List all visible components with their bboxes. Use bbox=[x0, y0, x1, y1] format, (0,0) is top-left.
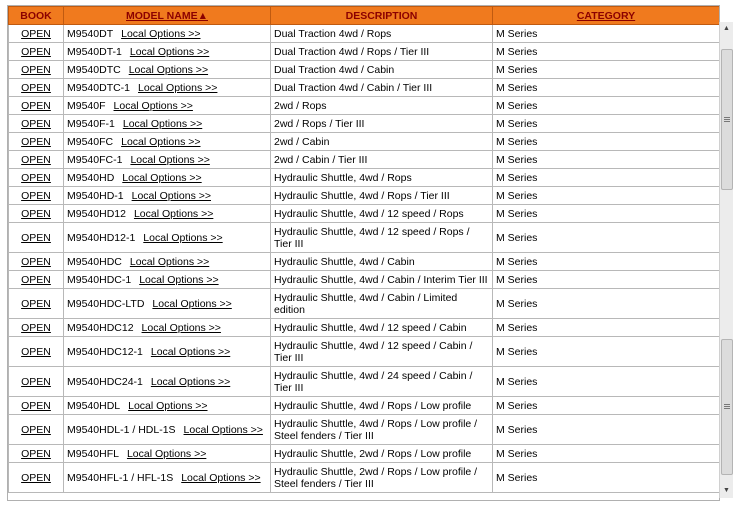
description-cell: Hydraulic Shuttle, 2wd / Rops / Low profile / Steel fenders / Tier III bbox=[271, 463, 493, 493]
model-name: M9540HDC12 bbox=[67, 321, 134, 334]
table-row bbox=[9, 97, 720, 115]
model-name: M9540FC bbox=[67, 135, 114, 148]
category-cell: M Series bbox=[493, 223, 720, 253]
description-cell: Dual Traction 4wd / Cabin / Tier III bbox=[271, 79, 493, 97]
model-name: M9540HD12-1 bbox=[67, 231, 136, 244]
local-options-link[interactable]: Local Options >> bbox=[128, 399, 208, 412]
table-row bbox=[9, 319, 720, 337]
open-book-link[interactable]: OPEN bbox=[21, 231, 51, 244]
model-cell bbox=[64, 337, 271, 367]
category-cell: M Series bbox=[493, 445, 720, 463]
local-options-link[interactable]: Local Options >> bbox=[130, 153, 210, 166]
model-name: M9540DTC bbox=[67, 63, 121, 76]
model-cell bbox=[64, 205, 271, 223]
table-row bbox=[9, 223, 720, 253]
book-column-header: BOOK bbox=[9, 7, 64, 25]
category-cell: M Series bbox=[493, 169, 720, 187]
model-name: M9540FC-1 bbox=[67, 153, 123, 166]
open-book-link[interactable]: OPEN bbox=[21, 375, 51, 388]
book-cell bbox=[9, 367, 64, 397]
category-cell: M Series bbox=[493, 253, 720, 271]
local-options-link[interactable]: Local Options >> bbox=[139, 273, 219, 286]
model-cell bbox=[64, 79, 271, 97]
table-row bbox=[9, 43, 720, 61]
category-cell: M Series bbox=[493, 79, 720, 97]
local-options-link[interactable]: Local Options >> bbox=[141, 321, 221, 334]
model-cell bbox=[64, 169, 271, 187]
book-cell bbox=[9, 289, 64, 319]
open-book-link[interactable]: OPEN bbox=[21, 153, 51, 166]
model-name: M9540HFL-1 / HFL-1S bbox=[67, 471, 174, 484]
local-options-link[interactable]: Local Options >> bbox=[122, 171, 202, 184]
model-cell bbox=[64, 25, 271, 43]
local-options-link[interactable]: Local Options >> bbox=[121, 135, 201, 148]
open-book-link[interactable]: OPEN bbox=[21, 321, 51, 334]
model-name: M9540HD12 bbox=[67, 207, 126, 220]
local-options-link[interactable]: Local Options >> bbox=[128, 63, 209, 76]
scroll-grip-icon bbox=[724, 117, 730, 122]
model-name: M9540HDC-LTD bbox=[67, 297, 145, 310]
book-cell bbox=[9, 133, 64, 151]
table-row bbox=[9, 337, 720, 367]
model-cell bbox=[64, 151, 271, 169]
local-options-link[interactable]: Local Options >> bbox=[152, 297, 232, 310]
book-cell bbox=[9, 97, 64, 115]
book-cell bbox=[9, 151, 64, 169]
description-cell: Hydraulic Shuttle, 2wd / Rops / Low profile bbox=[271, 445, 493, 463]
category-cell: M Series bbox=[493, 397, 720, 415]
description-cell: Dual Traction 4wd / Rops / Tier III bbox=[271, 43, 493, 61]
local-options-link[interactable]: Local Options >> bbox=[126, 447, 207, 460]
local-options-link[interactable]: Local Options >> bbox=[150, 375, 231, 388]
table-body bbox=[9, 25, 720, 493]
table-row bbox=[9, 415, 720, 445]
category-column-header[interactable] bbox=[493, 7, 720, 25]
model-name: M9540DT-1 bbox=[67, 45, 122, 58]
book-cell bbox=[9, 25, 64, 43]
category-cell: M Series bbox=[493, 367, 720, 397]
model-cell bbox=[64, 415, 271, 445]
book-cell bbox=[9, 319, 64, 337]
book-cell bbox=[9, 397, 64, 415]
model-name: M9540DTC-1 bbox=[67, 81, 131, 94]
model-cell bbox=[64, 133, 271, 151]
local-options-link[interactable]: Local Options >> bbox=[121, 27, 201, 40]
model-name: M9540HDC12-1 bbox=[67, 345, 143, 358]
open-book-link[interactable]: OPEN bbox=[21, 471, 51, 484]
table-row bbox=[9, 79, 720, 97]
category-cell: M Series bbox=[493, 25, 720, 43]
category-cell: M Series bbox=[493, 151, 720, 169]
model-cell bbox=[64, 223, 271, 253]
description-cell: Hydraulic Shuttle, 4wd / 12 speed / Cabin bbox=[271, 319, 493, 337]
category-cell: M Series bbox=[493, 463, 720, 493]
model-name: M9540F bbox=[67, 99, 106, 112]
model-name: M9540DT bbox=[67, 27, 114, 40]
open-book-link[interactable]: OPEN bbox=[21, 273, 51, 286]
vertical-scrollbar[interactable] bbox=[719, 22, 733, 498]
model-cell bbox=[64, 253, 271, 271]
book-cell bbox=[9, 79, 64, 97]
book-cell bbox=[9, 445, 64, 463]
description-cell: 2wd / Cabin / Tier III bbox=[271, 151, 493, 169]
description-cell: 2wd / Rops bbox=[271, 97, 493, 115]
description-cell: Hydraulic Shuttle, 4wd / 12 speed / Rops / Tier III bbox=[271, 223, 493, 253]
local-options-link[interactable]: Local Options >> bbox=[143, 231, 223, 244]
model-cell bbox=[64, 97, 271, 115]
model-cell bbox=[64, 271, 271, 289]
model-cell bbox=[64, 445, 271, 463]
model-name: M9540HDL-1 / HDL-1S bbox=[67, 423, 176, 436]
category-cell: M Series bbox=[493, 115, 720, 133]
open-book-link[interactable]: OPEN bbox=[21, 135, 51, 148]
category-cell: M Series bbox=[493, 337, 720, 367]
model-name: M9540HDL bbox=[67, 399, 121, 412]
table-row bbox=[9, 271, 720, 289]
book-cell bbox=[9, 271, 64, 289]
model-name: M9540F-1 bbox=[67, 117, 115, 130]
table-row bbox=[9, 397, 720, 415]
local-options-link[interactable]: Local Options >> bbox=[113, 99, 193, 112]
model-cell bbox=[64, 61, 271, 79]
book-cell bbox=[9, 253, 64, 271]
model-name-sort-link[interactable] bbox=[126, 10, 208, 22]
category-cell: M Series bbox=[493, 187, 720, 205]
model-name: M9540HD bbox=[67, 171, 115, 184]
category-cell: M Series bbox=[493, 415, 720, 445]
description-cell: Dual Traction 4wd / Rops bbox=[271, 25, 493, 43]
model-cell bbox=[64, 43, 271, 61]
local-options-link[interactable]: Local Options >> bbox=[129, 255, 210, 268]
category-cell: M Series bbox=[493, 61, 720, 79]
header-row bbox=[9, 7, 720, 25]
category-sort-link[interactable]: CATEGORY bbox=[576, 9, 636, 22]
category-cell: M Series bbox=[493, 319, 720, 337]
model-name: M9540HD-1 bbox=[67, 189, 124, 202]
scroll-down-arrow-icon[interactable]: ▼ bbox=[723, 487, 730, 494]
open-book-link[interactable]: OPEN bbox=[21, 171, 51, 184]
open-book-link[interactable]: OPEN bbox=[21, 63, 51, 76]
table-row bbox=[9, 463, 720, 493]
model-cell bbox=[64, 463, 271, 493]
upper-scroll-thumb[interactable] bbox=[721, 49, 733, 189]
open-book-link[interactable]: OPEN bbox=[21, 117, 51, 130]
description-cell: Hydraulic Shuttle, 4wd / Cabin / Limited edition bbox=[271, 289, 493, 319]
local-options-link[interactable]: Local Options >> bbox=[131, 189, 211, 202]
book-cell bbox=[9, 337, 64, 367]
book-cell bbox=[9, 61, 64, 79]
model-name: M9540HFL bbox=[67, 447, 119, 460]
category-cell: M Series bbox=[493, 271, 720, 289]
model-name: M9540HDC-1 bbox=[67, 273, 132, 286]
model-cell bbox=[64, 319, 271, 337]
description-cell: Hydraulic Shuttle, 4wd / 12 speed / Cabin / Tier III bbox=[271, 337, 493, 367]
description-cell: 2wd / Rops / Tier III bbox=[271, 115, 493, 133]
model-cell bbox=[64, 187, 271, 205]
model-name-column-header[interactable] bbox=[64, 7, 271, 25]
local-options-link[interactable]: Local Options >> bbox=[138, 81, 218, 94]
description-cell: Hydraulic Shuttle, 4wd / 12 speed / Rops bbox=[271, 205, 493, 223]
book-cell bbox=[9, 169, 64, 187]
open-book-link[interactable]: OPEN bbox=[21, 447, 51, 460]
open-book-link[interactable]: OPEN bbox=[21, 99, 51, 112]
open-book-link[interactable]: OPEN bbox=[21, 189, 51, 202]
category-cell: M Series bbox=[493, 289, 720, 319]
model-cell bbox=[64, 367, 271, 397]
table-row bbox=[9, 205, 720, 223]
table-row bbox=[9, 187, 720, 205]
description-cell: Hydraulic Shuttle, 4wd / 24 speed / Cabin / Tier III bbox=[271, 367, 493, 397]
book-cell bbox=[9, 415, 64, 445]
table-row bbox=[9, 445, 720, 463]
open-book-link[interactable]: OPEN bbox=[21, 297, 51, 310]
description-cell: 2wd / Cabin bbox=[271, 133, 493, 151]
table-row bbox=[9, 367, 720, 397]
lower-scroll-thumb[interactable] bbox=[721, 339, 733, 475]
models-table-frame bbox=[7, 5, 720, 501]
open-book-link[interactable]: OPEN bbox=[21, 45, 51, 58]
open-book-link[interactable]: OPEN bbox=[21, 345, 51, 358]
local-options-link[interactable]: Local Options >> bbox=[181, 471, 261, 484]
model-cell bbox=[64, 397, 271, 415]
open-book-link[interactable]: OPEN bbox=[21, 423, 51, 436]
table-row bbox=[9, 151, 720, 169]
open-book-link[interactable]: OPEN bbox=[21, 255, 51, 268]
book-cell bbox=[9, 43, 64, 61]
scroll-up-arrow-icon[interactable]: ▲ bbox=[723, 25, 730, 32]
sort-ascending-icon: ▲ bbox=[197, 9, 208, 22]
local-options-link[interactable]: Local Options >> bbox=[150, 345, 231, 358]
model-name: M9540HDC bbox=[67, 255, 122, 268]
open-book-link[interactable]: OPEN bbox=[21, 399, 51, 412]
model-cell bbox=[64, 289, 271, 319]
description-cell: Hydraulic Shuttle, 4wd / Rops / Low profile / Steel fenders / Tier III bbox=[271, 415, 493, 445]
book-cell bbox=[9, 115, 64, 133]
table-row bbox=[9, 25, 720, 43]
open-book-link[interactable]: OPEN bbox=[21, 27, 51, 40]
local-options-link[interactable]: Local Options >> bbox=[183, 423, 263, 436]
models-table bbox=[8, 6, 720, 493]
table-row bbox=[9, 61, 720, 79]
local-options-link[interactable]: Local Options >> bbox=[129, 45, 210, 58]
table-row bbox=[9, 115, 720, 133]
description-cell: Hydraulic Shuttle, 4wd / Cabin / Interim Tier III bbox=[271, 271, 493, 289]
local-options-link[interactable]: Local Options >> bbox=[133, 207, 214, 220]
description-cell: Hydraulic Shuttle, 4wd / Rops bbox=[271, 169, 493, 187]
book-cell bbox=[9, 223, 64, 253]
table-row bbox=[9, 133, 720, 151]
open-book-link[interactable]: OPEN bbox=[21, 81, 51, 94]
model-name-label: MODEL NAME bbox=[126, 9, 198, 22]
model-cell bbox=[64, 115, 271, 133]
model-name: M9540HDC24-1 bbox=[67, 375, 143, 388]
table-row bbox=[9, 253, 720, 271]
description-cell: Hydraulic Shuttle, 4wd / Rops / Tier III bbox=[271, 187, 493, 205]
table-row bbox=[9, 169, 720, 187]
category-cell: M Series bbox=[493, 205, 720, 223]
description-cell: Dual Traction 4wd / Cabin bbox=[271, 61, 493, 79]
category-cell: M Series bbox=[493, 133, 720, 151]
table-row bbox=[9, 289, 720, 319]
book-cell bbox=[9, 463, 64, 493]
open-book-link[interactable]: OPEN bbox=[21, 207, 51, 220]
category-cell: M Series bbox=[493, 43, 720, 61]
book-cell bbox=[9, 205, 64, 223]
book-cell bbox=[9, 187, 64, 205]
scroll-grip-icon bbox=[724, 404, 730, 409]
description-cell: Hydraulic Shuttle, 4wd / Rops / Low profile bbox=[271, 397, 493, 415]
local-options-link[interactable]: Local Options >> bbox=[122, 117, 203, 130]
description-column-header: DESCRIPTION bbox=[271, 7, 493, 25]
description-cell: Hydraulic Shuttle, 4wd / Cabin bbox=[271, 253, 493, 271]
category-cell: M Series bbox=[493, 97, 720, 115]
